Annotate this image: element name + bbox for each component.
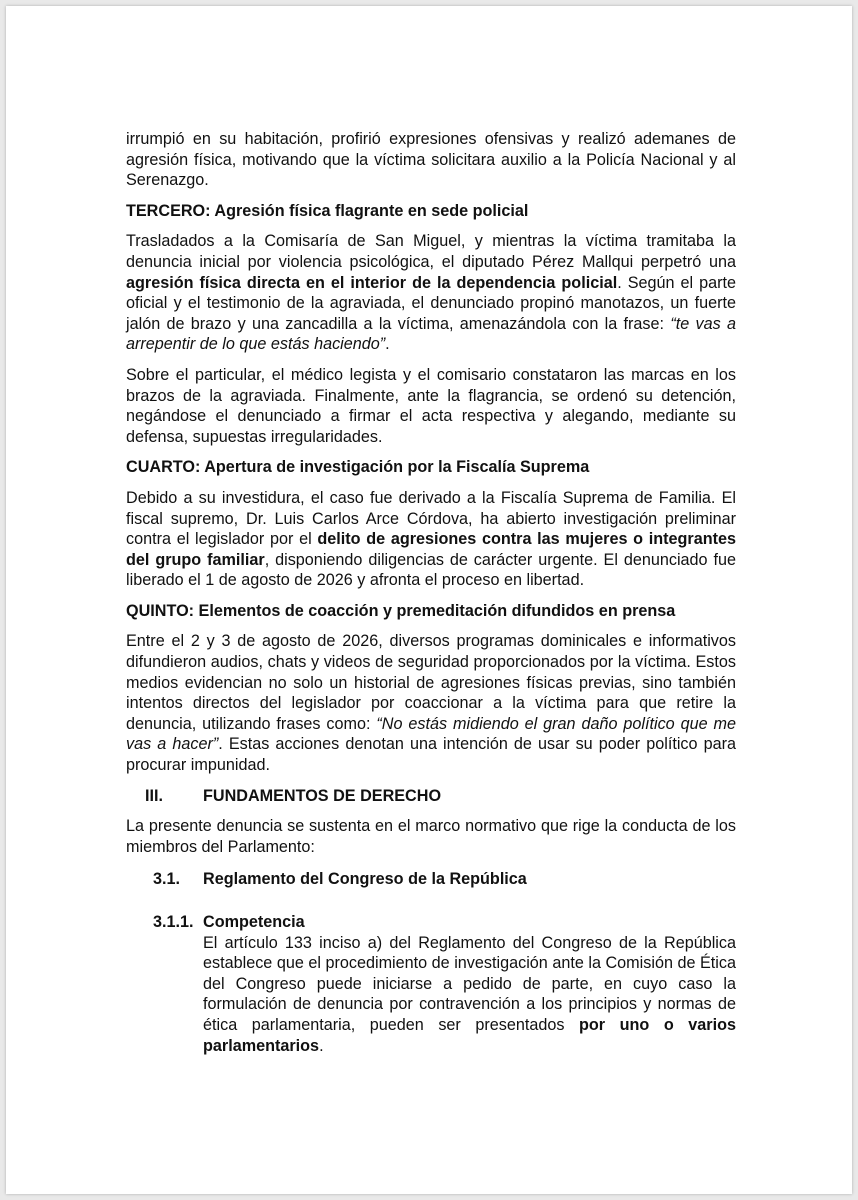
- section-cuarto-heading: CUARTO: Apertura de investigación por la Fiscalía Suprema: [126, 458, 590, 477]
- sub311-text-b: .: [319, 1036, 324, 1055]
- subsection-3-1-heading: [126, 869, 736, 890]
- tercero-p1-quote: “te vas a arrepentir de lo que estás haciendo”: [126, 314, 736, 354]
- cuarto-p1-text-b: , disponiendo diligencias de carácter urgente. El denunciado fue liberado el 1 de agosto de 2026 y afronta el proceso en libertad.: [126, 550, 736, 590]
- document-body: [126, 129, 736, 1056]
- cuarto-p1-text-a: Debido a su investidura, el caso fue derivado a la Fiscalía Suprema de Familia. El fiscal supremo, Dr. Luis Carlos Arce Córdova, ha abierto investigación preliminar contra el legislador por el: [126, 488, 736, 549]
- tercero-p1-text-c: .: [385, 335, 390, 354]
- document-page: [6, 6, 852, 1194]
- tercero-p1-text-b: . Según el parte oficial y el testimonio de la agraviada, el denunciado propinó manotazos, un fuerte jalón de brazo y una zancadilla a la víctima, amenazándola con la frase:: [126, 273, 736, 333]
- section-iii-heading: [126, 786, 736, 807]
- intro-text: irrumpió en su habitación, profirió expresiones ofensivas y realizó ademanes de agresión física, motivando que la víctima solicitara auxilio a la Policía Nacional y al Serenazgo.: [126, 130, 736, 190]
- quinto-p1-text-b: . Estas acciones denotan una intención de usar su poder político para procurar impunidad.: [126, 735, 737, 775]
- subsection-3-1-number: 3.1.: [153, 870, 181, 889]
- section-tercero-heading: TERCERO: Agresión física flagrante en sede policial: [126, 201, 529, 220]
- sub311-bold: por uno o varios parlamentarios: [203, 1015, 736, 1055]
- tercero-paragraph-2: Sobre el particular, el médico legista y el comisario constataron las marcas en los brazos de la agraviada. Finalmente, ante la flagrancia, se ordenó su detención, negándose el denunciado a firmar el acta respectiva y alegando, mediante su defensa, supuestas irregularidades.: [126, 365, 736, 446]
- subsection-3-1-1-number: 3.1.1.: [153, 913, 194, 931]
- quinto-p1-text-a: Entre el 2 y 3 de agosto de 2026, diversos programas dominicales e informativos difundieron audios, chats y videos de seguridad proporcionados por la víctima. Estos medios evidencian no solo un historial de agresiones físicas previas, sino también intentos directos del legislador por coaccionar a la víctima para que retire la denuncia, utilizando frases como:: [126, 632, 736, 733]
- subsection-3-1-1-heading: [126, 912, 736, 933]
- tercero-paragraph-1: [126, 231, 736, 355]
- quinto-p1-quote: “No estás midiendo el gran daño político que me vas a hacer”: [126, 714, 736, 754]
- section-iii-title: FUNDAMENTOS DE DERECHO: [203, 786, 442, 805]
- subsection-3-1-title: Reglamento del Congreso de la República: [203, 870, 527, 889]
- cuarto-p1-bold: delito de agresiones contra las mujeres o integrantes del grupo familiar: [126, 530, 737, 569]
- section-iii-number: III.: [145, 786, 163, 805]
- section-iii-intro: La presente denuncia se sustenta en el marco normativo que rige la conducta de los miembros del Parlamento:: [126, 817, 736, 856]
- tercero-p1-text-a: Trasladados a la Comisaría de San Miguel, y mientras la víctima tramitaba la denuncia inicial por violencia psicológica, el diputado Pérez Mallqui perpetró una: [126, 232, 736, 271]
- cuarto-paragraph-1: [126, 488, 736, 591]
- sub311-text-a: El artículo 133 inciso a) del Reglamento del Congreso de la República establece que el procedimiento de investigación ante la Comisión de Ética del Congreso puede iniciarse a pedido de parte, en cuyo caso la formulación de denuncia por contravención a los principios y normas de ética parlamentaria, pueden ser presentados: [203, 933, 736, 1034]
- tercero-p1-bold: agresión física directa en el interior de la dependencia policial: [126, 273, 618, 292]
- intro-paragraph: [126, 129, 736, 191]
- subsection-3-1-1-paragraph: [203, 933, 736, 1057]
- subsection-3-1-1-title: Competencia: [203, 913, 305, 931]
- section-quinto-heading: QUINTO: Elementos de coacción y premeditación difundidos en prensa: [126, 601, 676, 620]
- quinto-paragraph-1: [126, 631, 736, 775]
